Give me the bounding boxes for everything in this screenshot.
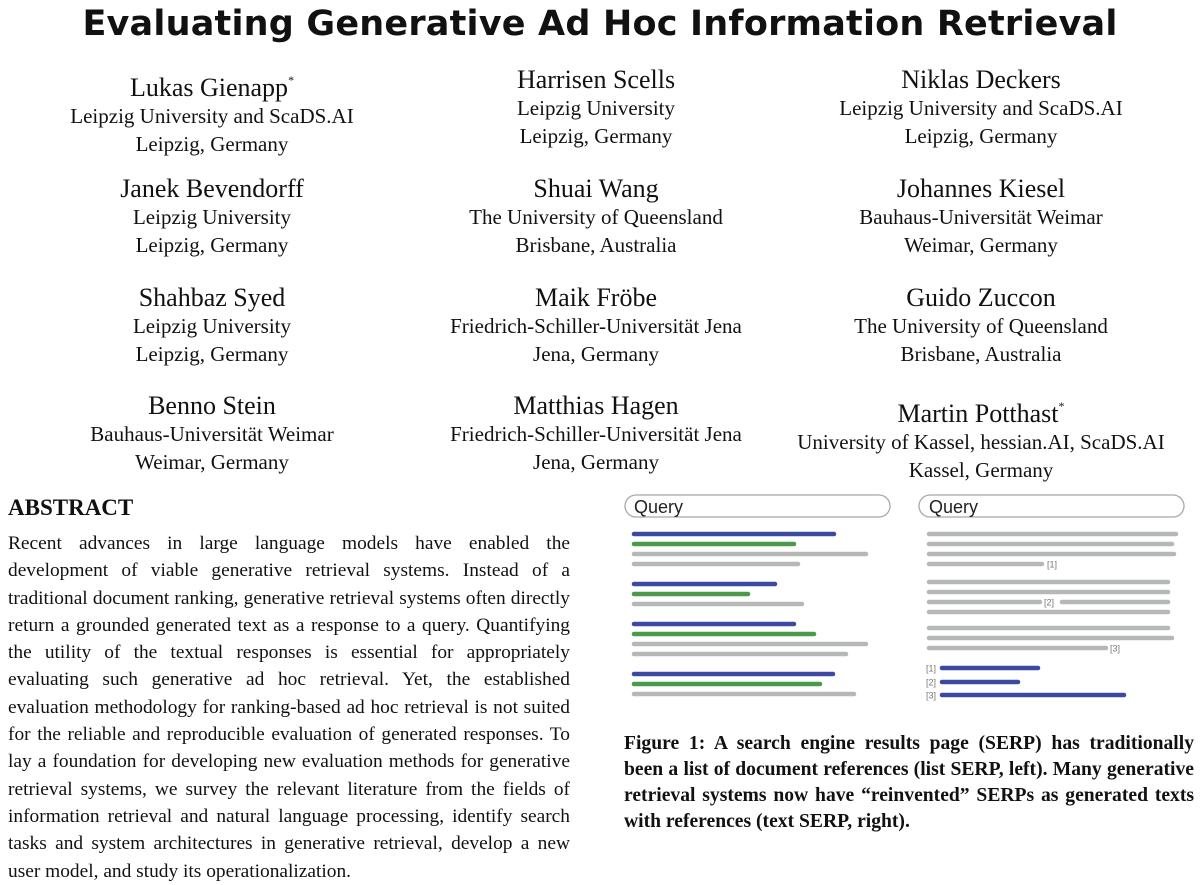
author-name: Shuai Wang	[533, 174, 659, 203]
text-serp-paragraph	[929, 582, 1168, 612]
author-affiliation: Leipzig University	[516, 96, 676, 120]
author-name: Matthias Hagen	[513, 391, 679, 420]
author-affiliation: Bauhaus-Universität Weimar	[859, 205, 1103, 229]
text-serp	[919, 495, 1184, 701]
author-affiliation: Leipzig University and ScaDS.AI	[839, 96, 1123, 120]
author-affiliation: Leipzig University and ScaDS.AI	[70, 104, 354, 128]
inline-citation: [2]	[1044, 597, 1055, 608]
author-name: Martin Potthast*	[897, 399, 1065, 428]
author-affiliation: Friedrich-Schiller-Universität Jena	[450, 314, 742, 338]
paper-title: Evaluating Generative Ad Hoc Information Retrieval	[82, 4, 1118, 44]
author-affiliation: Bauhaus-Universität Weimar	[90, 422, 334, 446]
inline-citation: [1]	[1047, 559, 1058, 570]
abstract-text: Recent advances in large language models have enabled the development of viable generative retrieval systems. Instead of a traditional document ranking, generative retrieval systems often directly return a grounded generated text as a response to a query. Quantifying the utility of the textual responses is essential for appropriately evaluating such generative ad hoc retrieval. Yet, the established evaluation methodology for ranking-based ad hoc retrieval is not suited for the reliable and reproducible evaluation of generated responses. To lay a foundation for developing new evaluation methods for generative retrieval systems, we survey the relevant literature from the fields of information retrieval and natural language processing, identify search tasks and system architectures in generative retrieval, develop a new user model, and study its operationalization.	[8, 533, 570, 882]
author-location: Brisbane, Australia	[900, 342, 1062, 366]
author-name: Lukas Gienapp*	[129, 73, 295, 102]
author-affiliation: Leipzig University	[132, 205, 292, 229]
author-affiliation: Leipzig University	[132, 314, 292, 338]
author-name: Harrisen Scells	[516, 65, 676, 94]
author-name: Shahbaz Syed	[138, 283, 286, 312]
list-serp-query-label: Query	[634, 497, 684, 517]
author-affiliation: Friedrich-Schiller-Universität Jena	[450, 422, 742, 446]
list-serp-result	[634, 624, 866, 654]
author-location: Brisbane, Australia	[515, 233, 677, 257]
inline-citation: [3]	[1110, 643, 1121, 654]
author-location: Weimar, Germany	[135, 450, 289, 474]
author-location: Leipzig, Germany	[904, 124, 1058, 148]
list-serp	[625, 495, 890, 694]
author-affiliation: University of Kassel, hessian.AI, ScaDS.AI	[797, 430, 1165, 454]
reference-marker: [2]	[926, 677, 937, 688]
text-serp-paragraph	[929, 628, 1172, 654]
author-location: Jena, Germany	[533, 450, 659, 474]
list-serp-result	[634, 584, 802, 604]
author-location: Leipzig, Germany	[135, 132, 289, 156]
author-affiliation: The University of Queensland	[854, 314, 1108, 338]
reference-marker: [3]	[926, 690, 937, 701]
author-location: Weimar, Germany	[904, 233, 1058, 257]
reference-marker: [1]	[926, 663, 937, 674]
author-affiliation: The University of Queensland	[469, 205, 723, 229]
author-location: Leipzig, Germany	[135, 233, 289, 257]
list-serp-result	[634, 674, 854, 694]
author-name: Janek Bevendorff	[120, 174, 304, 203]
abstract-heading: ABSTRACT	[8, 495, 134, 520]
text-serp-paragraph	[929, 534, 1176, 570]
author-location: Kassel, Germany	[908, 458, 1054, 482]
author-name: Johannes Kiesel	[896, 174, 1066, 203]
author-location: Leipzig, Germany	[519, 124, 673, 148]
text-serp-query-label: Query	[929, 497, 979, 517]
author-location: Jena, Germany	[533, 342, 659, 366]
author-name: Maik Fröbe	[534, 283, 658, 312]
text-serp-references	[926, 664, 1124, 701]
list-serp-result	[634, 534, 866, 564]
author-name: Guido Zuccon	[906, 283, 1056, 312]
figure-caption: Figure 1: A search engine results page (SERP) has traditionally been a list of document references (list SERP, left). Many generative retrieval systems now have “reinvented” SERPs as generated texts with references (text SERP, right).	[624, 733, 1194, 832]
author-name: Niklas Deckers	[901, 65, 1061, 94]
author-location: Leipzig, Germany	[135, 342, 289, 366]
author-name: Benno Stein	[148, 391, 276, 420]
